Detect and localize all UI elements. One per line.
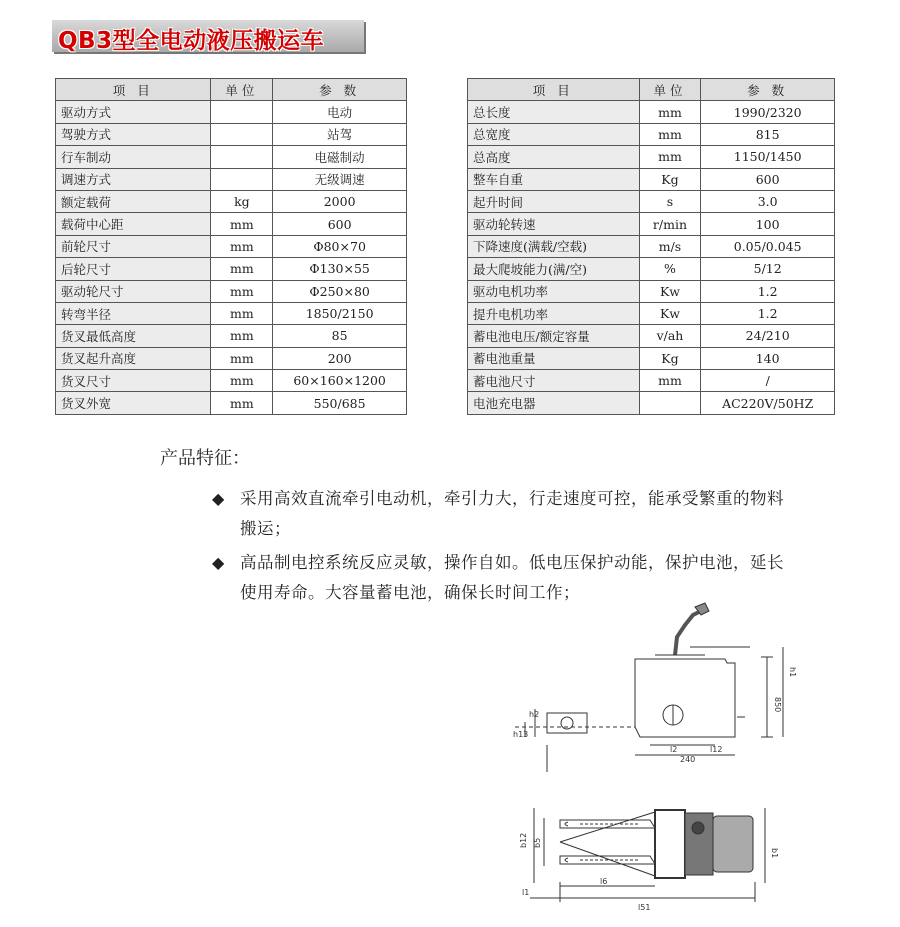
dim-label: h2 [529, 710, 540, 719]
diamond-bullet-icon: ◆ [212, 553, 225, 572]
header-param: 参 数 [701, 79, 835, 101]
dim-label: 850 [773, 697, 782, 713]
diamond-bullet-icon: ◆ [212, 489, 225, 508]
cell-item: 货叉外宽 [56, 392, 211, 414]
platform [713, 816, 753, 872]
truck-body [635, 659, 735, 737]
header-item: 项 目 [468, 79, 640, 101]
table-row [56, 347, 407, 369]
table-row [56, 280, 407, 302]
dim-label: l12 [710, 745, 723, 754]
cell-item: 前轮尺寸 [56, 235, 211, 257]
cell-unit: mm [211, 325, 273, 347]
cell-unit: mm [639, 146, 701, 168]
cell-item: 整车自重 [468, 168, 640, 190]
cell-item: 行车制动 [56, 146, 211, 168]
cell-unit: mm [211, 235, 273, 257]
cell-unit [211, 123, 273, 145]
control-knob [692, 822, 704, 834]
table-header-row [468, 79, 835, 101]
cell-value: 600 [701, 168, 835, 190]
header-param: 参 数 [273, 79, 407, 101]
table-row [468, 302, 835, 324]
table-row [468, 325, 835, 347]
fork-tip [565, 858, 568, 862]
cell-value: 无级调速 [273, 168, 407, 190]
cell-value: 60×160×1200 [273, 370, 407, 392]
cell-value: 3.0 [701, 190, 835, 212]
cell-unit: m/s [639, 235, 701, 257]
cell-value: 2000 [273, 190, 407, 212]
cell-value: 电磁制动 [273, 146, 407, 168]
feature-line: 搬运； [240, 519, 291, 538]
cell-value: 140 [701, 347, 835, 369]
dim-label: 240 [680, 755, 696, 764]
cell-value: 0.05/0.045 [701, 235, 835, 257]
cell-unit: mm [211, 280, 273, 302]
table-row [56, 325, 407, 347]
cell-value: 1850/2150 [273, 302, 407, 324]
cell-unit: mm [211, 258, 273, 280]
cell-value: 站驾 [273, 123, 407, 145]
feature-item [212, 484, 862, 544]
cell-unit [211, 146, 273, 168]
cell-value: 550/685 [273, 392, 407, 414]
cell-unit: mm [211, 392, 273, 414]
cell-unit: % [639, 258, 701, 280]
cell-item: 货叉起升高度 [56, 347, 211, 369]
table-row [56, 258, 407, 280]
cell-item: 总长度 [468, 101, 640, 123]
cell-item: 蓄电池重量 [468, 347, 640, 369]
cell-unit: mm [211, 370, 273, 392]
cell-item: 驱动轮尺寸 [56, 280, 211, 302]
cell-value: / [701, 370, 835, 392]
cell-unit: Kw [639, 302, 701, 324]
cell-value: 100 [701, 213, 835, 235]
cell-item: 起升时间 [468, 190, 640, 212]
cell-unit: Kg [639, 168, 701, 190]
guide-line [560, 842, 655, 876]
page-title: QB3型全电动液压搬运车 [58, 28, 325, 54]
fork-tip [565, 822, 568, 826]
cell-unit [211, 168, 273, 190]
dim-label: h13 [513, 730, 529, 739]
cell-unit: r/min [639, 213, 701, 235]
cell-value: 24/210 [701, 325, 835, 347]
table-row [468, 392, 835, 414]
cell-item: 驱动轮转速 [468, 213, 640, 235]
dim-label: h1 [788, 667, 797, 678]
cell-value: 5/12 [701, 258, 835, 280]
table-row [468, 370, 835, 392]
table-row [56, 101, 407, 123]
cell-unit: v/ah [639, 325, 701, 347]
table-row [56, 392, 407, 414]
table-row [56, 302, 407, 324]
cell-unit: mm [211, 347, 273, 369]
cell-unit: s [639, 190, 701, 212]
cell-item: 电池充电器 [468, 392, 640, 414]
header-unit: 单位 [211, 79, 273, 101]
table-row [468, 235, 835, 257]
dim-label: b5 [533, 837, 542, 848]
table-row [56, 190, 407, 212]
spec-table-left [55, 78, 407, 415]
top-view-drawing [520, 798, 780, 918]
table-row [56, 235, 407, 257]
table-row [468, 347, 835, 369]
cell-value: AC220V/50HZ [701, 392, 835, 414]
cell-unit: Kw [639, 280, 701, 302]
cell-item: 载荷中心距 [56, 213, 211, 235]
cell-item: 驱动方式 [56, 101, 211, 123]
cell-item: 调速方式 [56, 168, 211, 190]
header-item: 项 目 [56, 79, 211, 101]
fork-front [547, 713, 587, 733]
features-title: 产品特征： [160, 448, 250, 469]
dim-label: l51 [638, 903, 651, 912]
table-row [468, 280, 835, 302]
table-row [56, 370, 407, 392]
cell-unit [639, 392, 701, 414]
cell-value: 1.2 [701, 302, 835, 324]
cell-item: 下降速度(满载/空载) [468, 235, 640, 257]
table-row [468, 101, 835, 123]
cell-value: 815 [701, 123, 835, 145]
cell-item: 总高度 [468, 146, 640, 168]
table-row [56, 123, 407, 145]
cell-unit: mm [211, 302, 273, 324]
table-row [468, 123, 835, 145]
cell-value: Φ250×80 [273, 280, 407, 302]
cell-unit: mm [639, 123, 701, 145]
table-row [56, 213, 407, 235]
dim-label: b12 [519, 832, 528, 848]
dim-label: l1 [522, 888, 530, 897]
table-row [56, 168, 407, 190]
feature-line: 高品制电控系统反应灵敏，操作自如。低电压保护动能，保护电池，延长 [240, 553, 784, 572]
cell-unit: Kg [639, 347, 701, 369]
table-row [468, 213, 835, 235]
table-row [56, 146, 407, 168]
cell-item: 货叉尺寸 [56, 370, 211, 392]
cell-item: 后轮尺寸 [56, 258, 211, 280]
cell-value: 1.2 [701, 280, 835, 302]
cell-item: 最大爬坡能力(满/空) [468, 258, 640, 280]
cell-unit [211, 101, 273, 123]
cell-unit: mm [211, 213, 273, 235]
cell-value: 85 [273, 325, 407, 347]
cell-item: 驾驶方式 [56, 123, 211, 145]
cell-item: 提升电机功率 [468, 302, 640, 324]
cell-item: 驱动电机功率 [468, 280, 640, 302]
chassis [655, 810, 685, 878]
cell-item: 蓄电池电压/额定容量 [468, 325, 640, 347]
table-row [468, 190, 835, 212]
cell-value: Φ80×70 [273, 235, 407, 257]
cell-item: 货叉最低高度 [56, 325, 211, 347]
cell-item: 蓄电池尺寸 [468, 370, 640, 392]
header-unit: 单位 [639, 79, 701, 101]
dim-label: l6 [600, 877, 608, 886]
dim-label: b1 [770, 848, 779, 859]
tiller-handle [675, 611, 701, 655]
feature-line: 采用高效直流牵引电动机，牵引力大，行走速度可控，能承受繁重的物料 [240, 489, 784, 508]
cell-value: 1150/1450 [701, 146, 835, 168]
spec-table-right [467, 78, 835, 415]
table-header-row [56, 79, 407, 101]
cell-unit: mm [639, 101, 701, 123]
cell-item: 转弯半径 [56, 302, 211, 324]
cell-item: 总宽度 [468, 123, 640, 145]
cell-unit: kg [211, 190, 273, 212]
guide-line [560, 812, 655, 842]
cell-value: Φ130×55 [273, 258, 407, 280]
cell-unit: mm [639, 370, 701, 392]
cell-value: 600 [273, 213, 407, 235]
cell-item: 额定载荷 [56, 190, 211, 212]
cell-value: 200 [273, 347, 407, 369]
side-view-drawing [505, 597, 805, 777]
title-banner [52, 20, 364, 52]
table-row [468, 168, 835, 190]
cell-value: 1990/2320 [701, 101, 835, 123]
cell-value: 电动 [273, 101, 407, 123]
table-row [468, 258, 835, 280]
feature-line: 使用寿命。大容量蓄电池，确保长时间工作； [240, 583, 580, 602]
dim-label: l2 [670, 745, 678, 754]
table-row [468, 146, 835, 168]
